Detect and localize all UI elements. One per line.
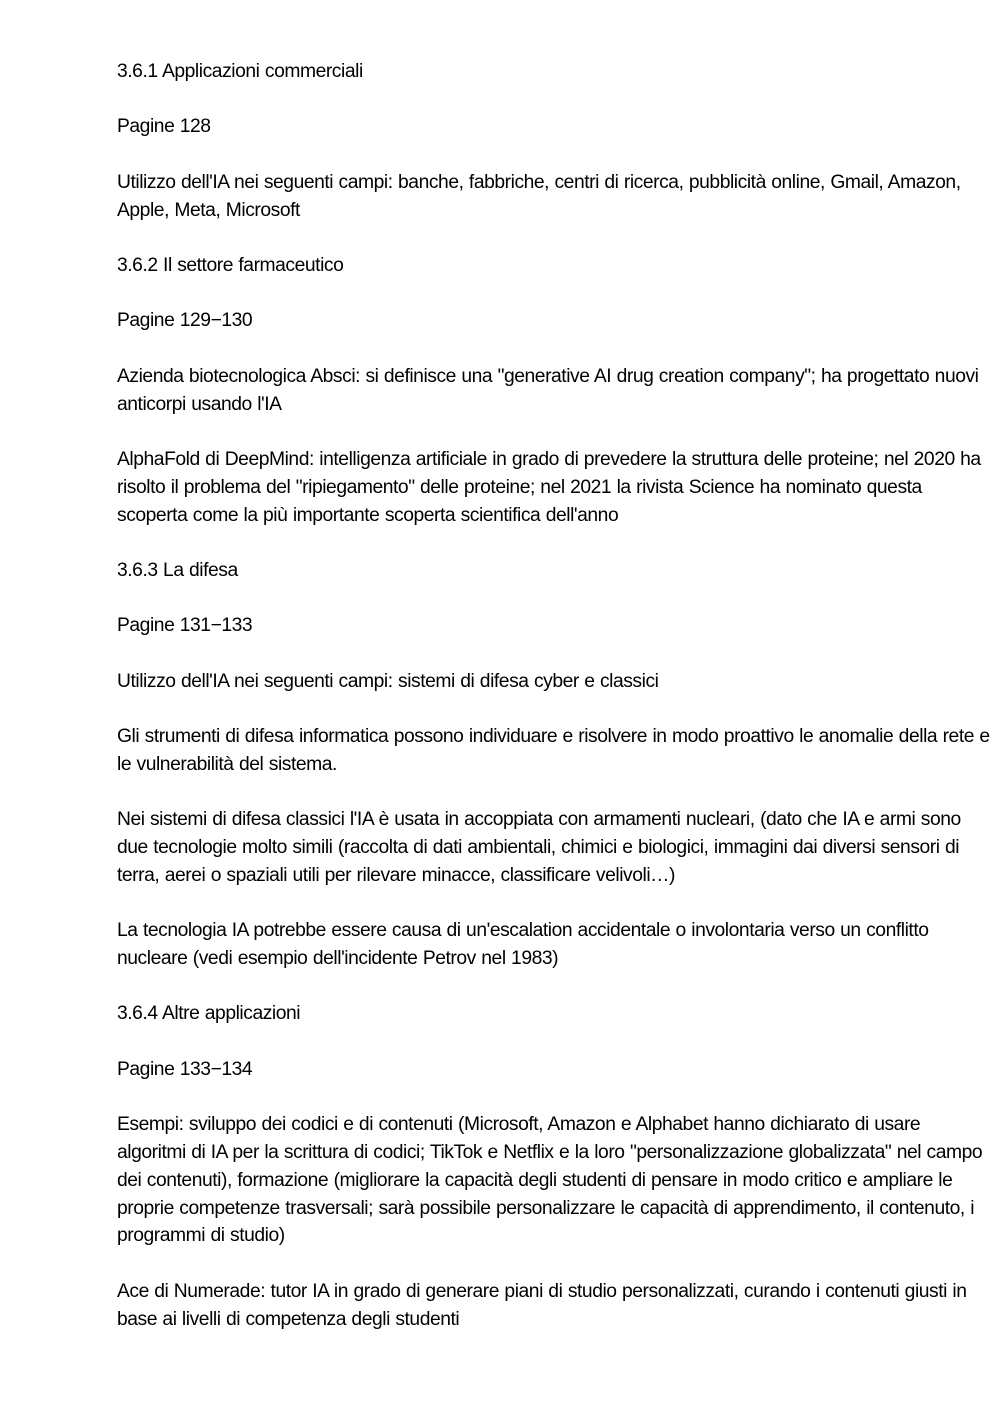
document-page xyxy=(117,58,992,1361)
page-reference: Pagine 133−134 xyxy=(117,1058,253,1080)
paragraph: Azienda biotecnologica Absci: si definisce una "generative AI drug creation company"; ha progettato nuovi anticorpi usando l'IA xyxy=(117,365,979,415)
section-heading-3-6-1: 3.6.1 Applicazioni commerciali xyxy=(117,61,363,82)
section-heading-3-6-4: 3.6.4 Altre applicazioni xyxy=(117,1003,301,1025)
page-reference: Pagine 129−130 xyxy=(117,310,253,332)
page-reference: Pagine 128 xyxy=(117,116,211,138)
paragraph: Gli strumenti di difesa informatica possono individuare e risolvere in modo proattivo le anomalie della rete e le vulnerabilità del sistema. xyxy=(117,726,990,775)
paragraph: Esempi: sviluppo dei codici e di contenuti (Microsoft, Amazon e Alphabet hanno dichiarato di usare algoritmi di IA per la scrittura di codici; TikTok e Netflix e la loro "personalizzazione globalizzata" nel campo dei contenuti), formazione (migliorare la capacità degli studenti di pensare in modo critico e ampliare le proprie competenze trasversali; sarà possibile personalizzare le capacità di apprendimento, il contenuto, i programmi di studio) xyxy=(117,1114,983,1247)
section-heading-3-6-3: 3.6.3 La difesa xyxy=(117,559,238,581)
paragraph: Utilizzo dell'IA nei seguenti campi: banche, fabbriche, centri di ricerca, pubblicità online, Gmail, Amazon, Apple, Meta, Microsoft xyxy=(117,171,961,221)
paragraph: Nei sistemi di difesa classici l'IA è usata in accoppiata con armamenti nucleari, (dato che IA e armi sono due tecnologie molto simili (raccolta di dati ambientali, chimici e biologici, immagini dai diversi sensori di terra, aerei o spaziali utili per rilevare minacce, classificare velivoli…) xyxy=(117,809,961,886)
paragraph: Utilizzo dell'IA nei seguenti campi: sistemi di difesa cyber e classici xyxy=(117,670,659,692)
section-heading-3-6-2: 3.6.2 Il settore farmaceutico xyxy=(117,254,344,276)
paragraph: La tecnologia IA potrebbe essere causa di un'escalation accidentale o involontaria verso un conflitto nucleare (vedi esempio dell'incidente Petrov nel 1983) xyxy=(117,920,929,970)
paragraph: AlphaFold di DeepMind: intelligenza artificiale in grado di prevedere la struttura delle proteine; nel 2020 ha risolto il problema del "ripiegamento" delle proteine; nel 2021 la rivista Science ha nominato questa scoperta come la più importante scoperta scientifica dell'anno xyxy=(117,448,981,526)
paragraph: Ace di Numerade: tutor IA in grado di generare piani di studio personalizzati, curando i contenuti giusti in base ai livelli di competenza degli studenti xyxy=(117,1280,967,1330)
page-reference: Pagine 131−133 xyxy=(117,615,253,637)
